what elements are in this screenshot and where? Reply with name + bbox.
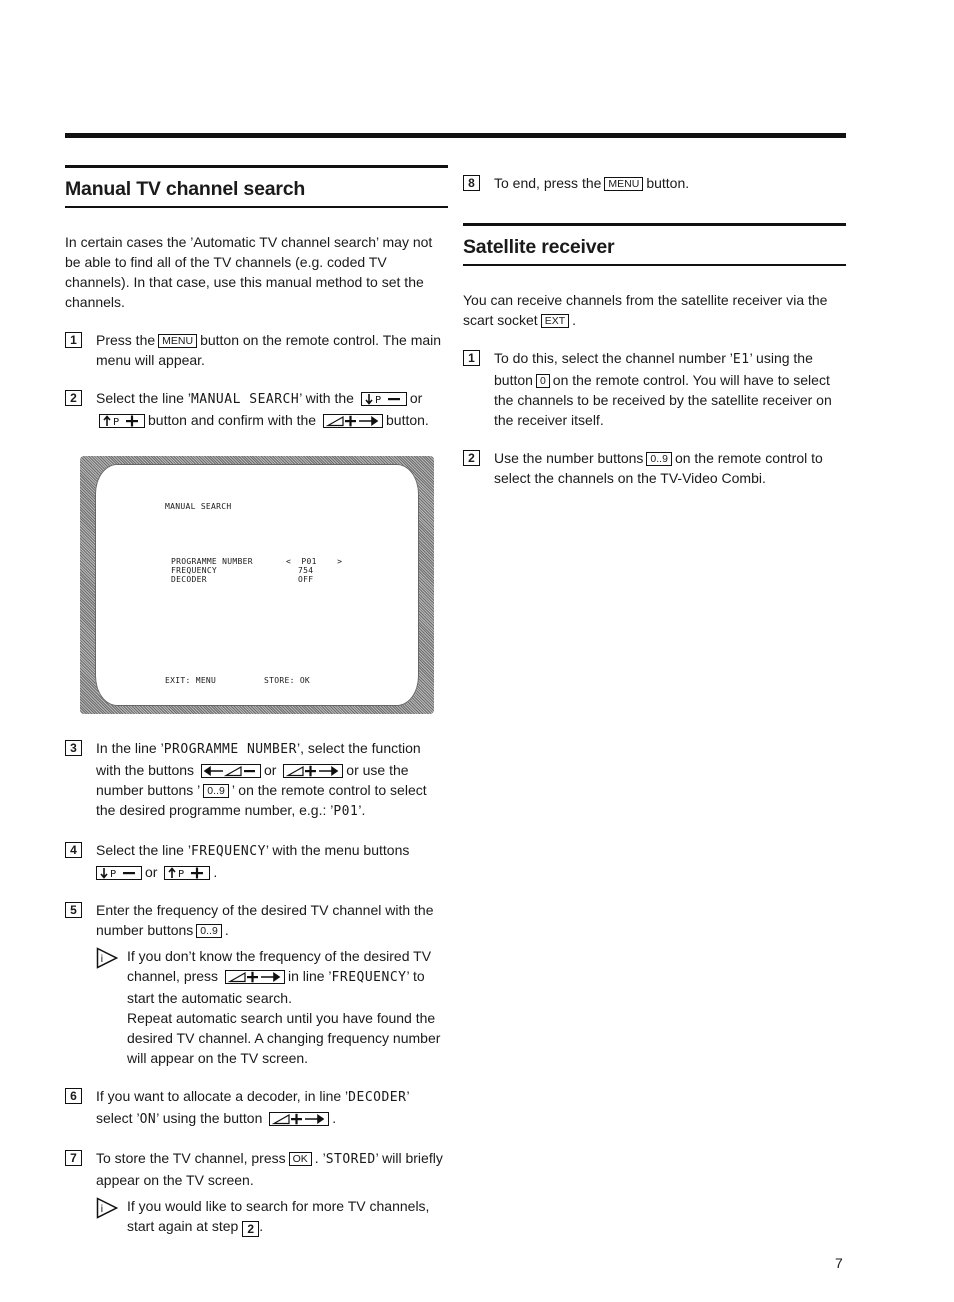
menu-line-name: FREQUENCY [190, 844, 266, 859]
menu-line-name: DECODER [348, 1090, 407, 1105]
step-text: Select the line ’ [96, 842, 191, 858]
section-title-satellite: Satellite receiver [463, 223, 846, 266]
page-number: 7 [835, 1255, 843, 1271]
step-text: button. [646, 175, 690, 191]
osd-exit-hint: EXIT: MENU [165, 676, 217, 685]
info-triangle-icon [96, 1197, 118, 1219]
step-4 [65, 840, 448, 882]
step-text: or [409, 390, 423, 406]
step-number: 3 [65, 740, 82, 756]
step-text: To end, press the [494, 175, 602, 191]
osd-store-hint: STORE: OK [264, 676, 311, 685]
info-triangle-icon [96, 947, 118, 969]
step-text: . [213, 864, 218, 880]
note-text: If you don’t know the frequency of the desired TV channel, press [127, 948, 432, 984]
step-number: 4 [65, 842, 82, 858]
number-keys: 0..9 [196, 924, 222, 938]
step-text: ’ on the remote control to select the desired programme number, e.g.: ’ [96, 782, 427, 818]
menu-line-name: FREQUENCY [331, 970, 407, 985]
osd-value: OFF [298, 575, 314, 584]
osd-label: PROGRAMME NUMBER [171, 557, 253, 566]
step-1 [65, 330, 448, 370]
section-title-manual-search: Manual TV channel search [65, 165, 448, 208]
note-text: If you would like to search for more TV channels, start again at step [127, 1198, 430, 1234]
info-note-7 [96, 1196, 448, 1237]
left-volume-minus-button-icon [201, 764, 261, 778]
ext-socket-key: EXT [541, 314, 569, 328]
osd-label: DECODER [171, 575, 207, 584]
sat-step-2 [463, 448, 846, 488]
step-text: on the remote control to select the channels on the TV-Video Combi. [494, 450, 823, 486]
menu-line-name: MANUAL SEARCH [190, 392, 300, 407]
step-text: ’ with the menu buttons [265, 842, 410, 858]
step-6 [65, 1086, 448, 1130]
tv-screen [95, 464, 419, 706]
programme-value: P01 [333, 804, 359, 819]
sat-step-1 [463, 348, 846, 430]
step-number: 2 [463, 450, 480, 466]
channel-number: E1 [732, 352, 750, 367]
note-text: ’ to start the automatic search. [127, 968, 425, 1006]
step-8 [463, 173, 846, 193]
p-up-button-icon [164, 866, 210, 880]
number-keys: 0..9 [203, 784, 229, 798]
menu-key: MENU [158, 334, 197, 348]
p-down-button-icon [96, 866, 142, 880]
intro-paragraph: In certain cases the ’Automatic TV channel search’ may not be able to find all of the TV channels (e.g. coded TV channels). In that case, use this manual method to set the channels. [65, 234, 433, 310]
step-text: ’ select ’ [96, 1088, 410, 1126]
step-text: on the remote control. You will have to select the channels to be received by the satellite receiver on the receiver itself. [494, 372, 832, 428]
note-text: in line ’ [287, 968, 332, 984]
zero-key: 0 [536, 374, 550, 388]
step-text: ’, select the function with the buttons [96, 740, 421, 778]
step-7 [65, 1148, 448, 1190]
p-up-button-icon [99, 414, 145, 428]
volume-plus-right-button-icon [323, 414, 383, 428]
step-text: To do this, select the channel number ’ [494, 350, 733, 366]
p-down-button-icon [361, 392, 407, 406]
step-2 [65, 388, 448, 430]
satellite-intro [463, 290, 846, 330]
volume-plus-right-button-icon [269, 1112, 329, 1126]
step-5 [65, 900, 448, 940]
tv-screen-illustration [80, 456, 434, 714]
step-text: Press the [96, 332, 156, 348]
intro-text: You can receive channels from the satellite receiver via the scart socket [463, 292, 828, 328]
menu-key: MENU [604, 177, 643, 191]
info-note-5 [96, 946, 448, 1068]
step-3 [65, 738, 448, 822]
step-text: . [332, 1110, 337, 1126]
step-text: Enter the frequency of the desired TV channel with the number buttons [96, 902, 434, 938]
note-text: Repeat automatic search until you have found the desired TV channel. A changing frequency number will appear on the TV screen. [127, 1010, 441, 1066]
osd-label: FREQUENCY [171, 566, 218, 575]
step-number: 6 [65, 1088, 82, 1104]
step-number: 1 [463, 350, 480, 366]
osd-value: < P01 > [286, 557, 343, 566]
intro-text: . [572, 312, 577, 328]
step-text: ’ with the [299, 390, 354, 406]
top-rule [65, 133, 846, 138]
step-reference: 2 [242, 1221, 259, 1237]
note-text: . [259, 1218, 264, 1234]
step-text: To store the TV channel, press [96, 1150, 286, 1166]
step-text: . [224, 922, 229, 938]
step-text: ’ using the button [494, 350, 813, 388]
right-column [463, 165, 846, 488]
decoder-value: ON [139, 1112, 157, 1127]
step-text: or use the number buttons ’ [96, 762, 409, 798]
step-number: 2 [65, 390, 82, 406]
volume-plus-right-button-icon [225, 970, 285, 984]
step-text: Use the number buttons [494, 450, 644, 466]
step-number: 7 [65, 1150, 82, 1166]
osd-message: STORED [325, 1152, 376, 1167]
menu-line-name: PROGRAMME NUMBER [163, 742, 297, 757]
ok-key: OK [289, 1152, 312, 1166]
left-column [65, 165, 448, 1237]
step-text: ’ will briefly appear on the TV screen. [96, 1150, 443, 1188]
osd-title: MANUAL SEARCH [165, 502, 232, 511]
step-text: button. [386, 412, 429, 428]
number-keys: 0..9 [646, 452, 672, 466]
step-text: ’ using the button [156, 1110, 263, 1126]
step-text: In the line ’ [96, 740, 164, 756]
step-text: button on the remote control. The main menu will appear. [96, 332, 442, 368]
step-text: button and confirm with the [148, 412, 317, 428]
step-text: ’. [358, 802, 366, 818]
step-text: . ’ [314, 1150, 326, 1166]
volume-plus-right-button-icon [283, 764, 343, 778]
step-number: 5 [65, 902, 82, 918]
osd-value: 754 [298, 566, 314, 575]
step-text: If you want to allocate a decoder, in line ’ [96, 1088, 349, 1104]
step-text: Select the line ’ [96, 390, 191, 406]
step-text: or [263, 762, 277, 778]
step-number: 1 [65, 332, 82, 348]
step-number: 8 [463, 175, 480, 191]
step-text: or [145, 864, 158, 880]
